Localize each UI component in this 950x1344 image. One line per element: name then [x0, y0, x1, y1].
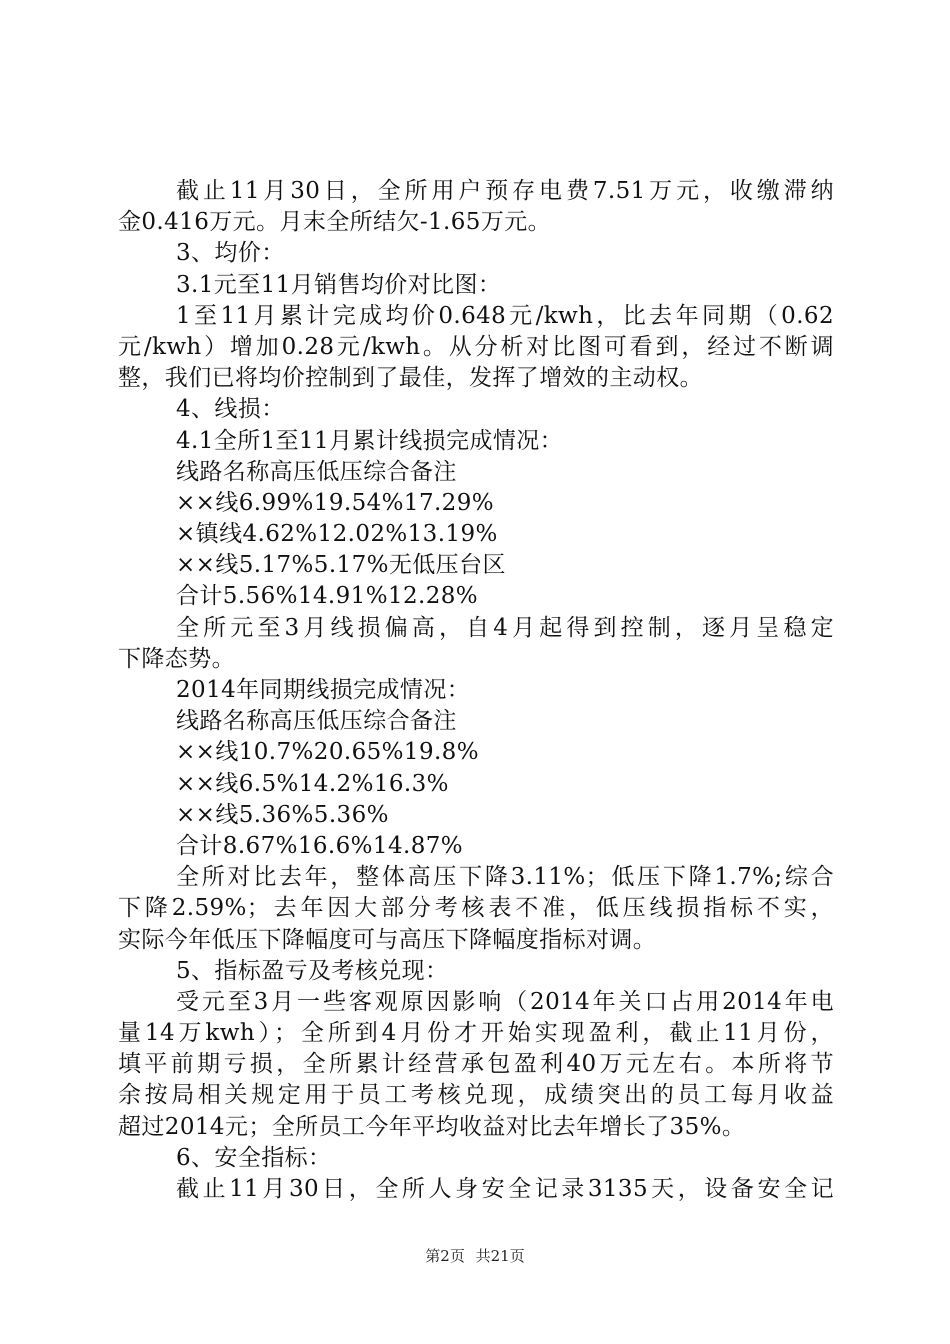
table-row-line: ××线5.36%5.36% — [176, 801, 389, 828]
paragraph-line: 余按局相关规定用于员工考核兑现，成绩突出的员工每月收益 — [118, 1082, 834, 1109]
paragraph-line: 截止11月30日，全所人身安全记录3135天，设备安全记 — [176, 1176, 834, 1202]
table-total-line: 合计8.67%16.6%14.87% — [176, 832, 464, 859]
paragraph-line: 全所对比去年，整体高压下降3.11%；低压下降1.7%;综合 — [176, 864, 834, 891]
table-header-line: 线路名称高压低压综合备注 — [176, 708, 457, 735]
section-heading: 5、指标盈亏及考核兑现： — [176, 957, 449, 984]
table-row-line: ××线6.5%14.2%16.3% — [176, 770, 449, 797]
subsection-heading: 2014年同期线损完成情况： — [176, 677, 471, 703]
paragraph-line: 实际今年低压下降幅度可与高压下降幅度指标对调。 — [118, 926, 657, 953]
paragraph-line: 截止11月30日，全所用户预存电费7.51万元，收缴滞纳 — [176, 178, 834, 204]
page-footer — [0, 1246, 950, 1266]
paragraph-line: 金0.416万元。月末全所结欠-1.65万元。 — [118, 209, 552, 236]
paragraph-line: 全所元至3月线损偏高，自4月起得到控制，逐月呈稳定 — [176, 614, 834, 641]
table-row-line: ×镇线4.62%12.02%13.19% — [176, 521, 498, 548]
subsection-heading: 4.1全所1至11月累计线损完成情况： — [176, 427, 564, 454]
paragraph-line: 下降态势。 — [118, 645, 235, 672]
paragraph-line: 整，我们已将均价控制到了最佳，发挥了增效的主动权。 — [118, 365, 703, 392]
document-body — [118, 176, 834, 1205]
paragraph-line: 超过2014元；全所员工今年平均收益对比去年增长了35%。 — [118, 1113, 746, 1140]
paragraph-line: 1至11月累计完成均价0.648元/kwh，比去年同期（0.62 — [176, 302, 834, 329]
paragraph-line: 量14万kwh）；全所到4月份才开始实现盈利，截止11月份， — [118, 1020, 834, 1047]
paragraph-line: 受元至3月一些客观原因影响（2014年关口占用2014年电 — [176, 988, 834, 1015]
subsection-heading: 3.1元至11月销售均价对比图： — [176, 271, 502, 298]
section-heading: 3、均价： — [176, 240, 285, 267]
paragraph-line: 元/kwh）增加0.28元/kwh。从分析对比图可看到，经过不断调 — [118, 333, 834, 360]
table-row-line: ××线6.99%19.54%17.29% — [176, 489, 495, 516]
table-header-line: 线路名称高压低压综合备注 — [176, 458, 457, 485]
page-total: 共21页 — [475, 1247, 525, 1265]
section-heading: 6、安全指标： — [176, 1144, 332, 1171]
page-number: 第2页 — [425, 1247, 465, 1265]
table-row-line: ××线5.17%5.17%无低压台区 — [176, 552, 506, 579]
table-total-line: 合计5.56%14.91%12.28% — [176, 583, 479, 610]
section-heading: 4、线损： — [176, 396, 285, 423]
paragraph-line: 填平前期亏损，全所累计经营承包盈利40万元左右。本所将节 — [118, 1051, 834, 1078]
paragraph-line: 下降2.59%；去年因大部分考核表不准，低压线损指标不实， — [118, 895, 834, 922]
table-row-line: ××线10.7%20.65%19.8% — [176, 739, 479, 766]
